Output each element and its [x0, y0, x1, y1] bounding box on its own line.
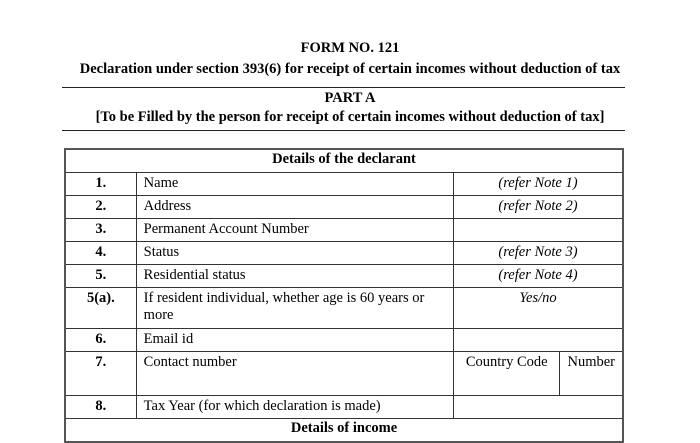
country-code-field[interactable]: Country Code	[453, 352, 560, 396]
name-field[interactable]: (refer Note 1)	[453, 173, 623, 196]
row-number: 4.	[65, 242, 136, 265]
row-label: Status	[136, 242, 453, 265]
senior-citizen-field[interactable]: Yes/no	[453, 288, 623, 329]
form-number-title: FORM NO. 121	[300, 40, 400, 56]
divider	[62, 87, 625, 88]
row-label: Tax Year (for which declaration is made)	[136, 396, 453, 419]
tax-year-field[interactable]	[453, 396, 623, 419]
row-label: Name	[136, 173, 453, 196]
email-field[interactable]	[453, 329, 623, 352]
row-number: 8.	[65, 396, 136, 419]
table-row	[65, 265, 623, 288]
row-number: 6.	[65, 329, 136, 352]
row-label: Email id	[136, 329, 453, 352]
table-row	[65, 352, 623, 396]
section-header-row	[65, 149, 623, 173]
row-number: 5.	[65, 265, 136, 288]
row-label: Contact number	[136, 352, 453, 396]
row-number: 3.	[65, 219, 136, 242]
row-label: Residential status	[136, 265, 453, 288]
table-row	[65, 196, 623, 219]
divider	[62, 130, 625, 131]
residential-status-field[interactable]: (refer Note 4)	[453, 265, 623, 288]
address-field[interactable]: (refer Note 2)	[453, 196, 623, 219]
row-number: 1.	[65, 173, 136, 196]
section-title: Details of the declarant	[65, 149, 623, 173]
next-section-title: Details of income	[65, 419, 623, 443]
pan-field[interactable]	[453, 219, 623, 242]
row-label: Address	[136, 196, 453, 219]
row-label: Permanent Account Number	[136, 219, 453, 242]
row-label: If resident individual, whether age is 60 years or more	[136, 288, 453, 329]
section-header-row	[65, 419, 623, 443]
form-subtitle: Declaration under section 393(6) for receipt of certain incomes without deduction of tax	[79, 61, 621, 77]
table-row	[65, 288, 623, 329]
table-row	[65, 242, 623, 265]
table-row	[65, 173, 623, 196]
table-row	[65, 219, 623, 242]
part-subtitle: [To be Filled by the person for receipt of certain incomes without deduction of tax]	[95, 109, 605, 125]
contact-number-field[interactable]: Number	[560, 352, 623, 396]
table-row	[65, 396, 623, 419]
row-number: 2.	[65, 196, 136, 219]
part-title: PART A	[324, 90, 376, 106]
table-row	[65, 329, 623, 352]
status-field[interactable]: (refer Note 3)	[453, 242, 623, 265]
declarant-details-table	[64, 148, 624, 443]
row-number: 7.	[65, 352, 136, 396]
row-number: 5(a).	[65, 288, 136, 329]
